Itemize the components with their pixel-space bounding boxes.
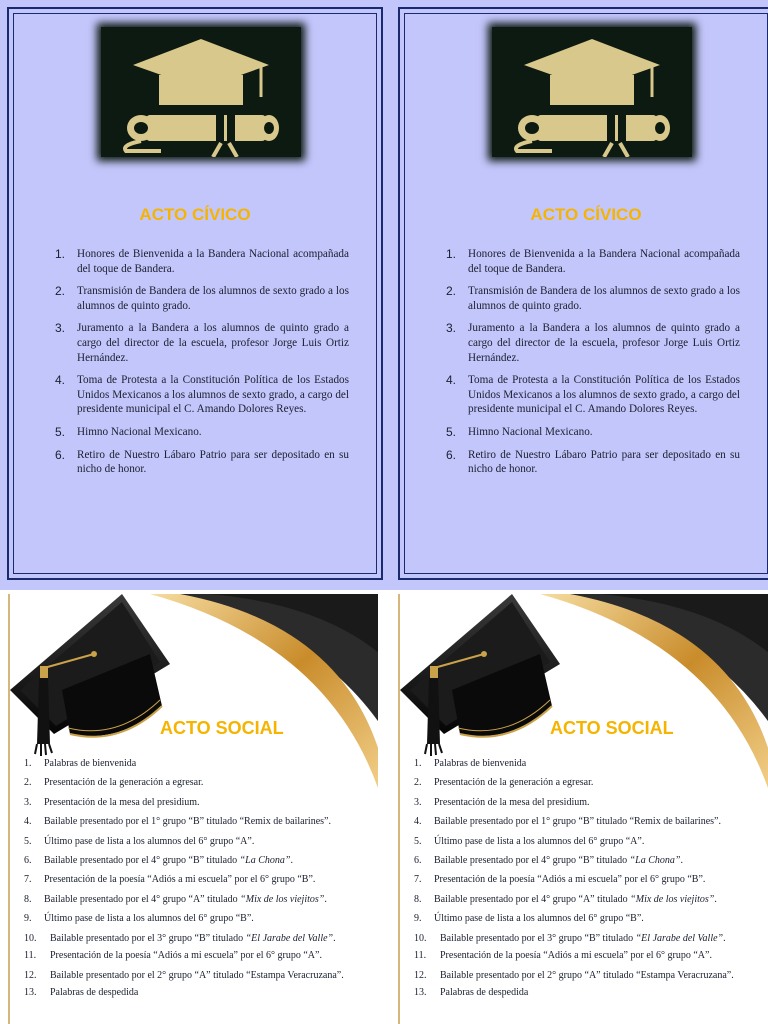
list-item: 3. Juramento a la Bandera a los alumnos de quinto grado a cargo del director de la escuela, profesor Jorge Luis Ortiz Hernández. [55, 321, 349, 364]
list-item: 3. Presentación de la mesa del presidium. [24, 796, 200, 808]
list-item: 5. Himno Nacional Mexicano. [55, 424, 202, 439]
civic-program-card-left [7, 7, 383, 580]
list-item: 4. Bailable presentado por el 1° grupo “B” titulado “Remix de bailarines”. [414, 816, 721, 828]
list-item: 4. Toma de Protesta a la Constitución Política de los Estados Unidos Mexicanos a los alumnos de sexto grado, a cargo del presidente municipal el C. Amando Dolores Reyes. [55, 373, 349, 416]
list-item: 5. Último pase de lista a los alumnos del 6° grupo “A”. [24, 835, 255, 847]
list-item: 12. Bailable presentado por el 2° grupo “A” titulado “Estampa Veracruzana”. [24, 969, 344, 981]
list-item: 11. Presentación de la poesía “Adiós a mi escuela” por el 6° grupo “A”. [24, 950, 322, 962]
list-item: 12. Bailable presentado por el 2° grupo “A” titulado “Estampa Veracruzana”. [414, 969, 734, 981]
list-item: 3. Juramento a la Bandera a los alumnos de quinto grado a cargo del director de la escuela, profesor Jorge Luis Ortiz Hernández. [446, 321, 740, 364]
list-item: 9. Último pase de lista a los alumnos del 6° grupo “B”. [414, 913, 644, 925]
list-item: 2. Transmisión de Bandera de los alumnos de sexto grado a los alumnos de quinto grado. [55, 284, 349, 312]
list-item: 4. Toma de Protesta a la Constitución Política de los Estados Unidos Mexicanos a los alumnos de sexto grado, a cargo del presidente municipal el C. Amando Dolores Reyes. [446, 373, 740, 416]
social-program-list [414, 758, 736, 1006]
social-program-card-left [8, 594, 378, 1024]
graduation-cap-diploma-icon [101, 27, 301, 157]
list-item: 3. Presentación de la mesa del presidium. [414, 796, 590, 808]
list-item: 8. Bailable presentado por el 4° grupo “A” titulado “Mix de los viejitos”. [24, 893, 327, 905]
list-item: 6. Bailable presentado por el 4° grupo “B” titulado “La Chona”. [414, 854, 683, 866]
list-item: 8. Bailable presentado por el 4° grupo “A” titulado “Mix de los viejitos”. [414, 893, 717, 905]
graduation-cap-diploma-icon [492, 27, 692, 157]
list-item: 4. Bailable presentado por el 1° grupo “B” titulado “Remix de bailarines”. [24, 816, 331, 828]
social-program-list [24, 758, 346, 1006]
list-item: 1. Palabras de bienvenida [414, 758, 527, 769]
list-item: 9. Último pase de lista a los alumnos del 6° grupo “B”. [24, 913, 254, 925]
list-item: 7. Presentación de la poesía “Adiós a mi escuela” por el 6° grupo “B”. [24, 874, 316, 886]
civic-title: ACTO CÍVICO [530, 205, 642, 224]
civic-program-card-right [398, 7, 768, 580]
social-program-card-right [398, 594, 768, 1024]
list-item: 7. Presentación de la poesía “Adiós a mi escuela” por el 6° grupo “B”. [414, 874, 706, 886]
social-title: ACTO SOCIAL [160, 718, 284, 738]
list-item: 11. Presentación de la poesía “Adiós a mi escuela” por el 6° grupo “A”. [414, 950, 712, 962]
list-item: 1. Honores de Bienvenida a la Bandera Nacional acompañada del toque de Bandera. [446, 247, 740, 275]
list-item: 2. Presentación de la generación a egresar. [414, 777, 594, 789]
list-item: 13. Palabras de despedida [24, 987, 139, 999]
list-item: 2. Transmisión de Bandera de los alumnos de sexto grado a los alumnos de quinto grado. [446, 284, 740, 312]
list-item: 5. Último pase de lista a los alumnos del 6° grupo “A”. [414, 835, 645, 847]
list-item: 5. Himno Nacional Mexicano. [446, 424, 593, 439]
list-item: 10. Bailable presentado por el 3° grupo “B” titulado “El Jarabe del Valle”. [24, 932, 336, 944]
social-title: ACTO SOCIAL [550, 718, 674, 738]
list-item: 1. Honores de Bienvenida a la Bandera Nacional acompañada del toque de Bandera. [55, 247, 349, 275]
civic-title: ACTO CÍVICO [139, 205, 251, 224]
civic-program-list [446, 247, 740, 485]
civic-program-list [55, 247, 349, 485]
list-item: 13. Palabras de despedida [414, 987, 529, 999]
list-item: 6. Retiro de Nuestro Lábaro Patrio para ser depositado en su nicho de honor. [55, 447, 349, 476]
list-item: 6. Retiro de Nuestro Lábaro Patrio para ser depositado en su nicho de honor. [446, 447, 740, 476]
list-item: 10. Bailable presentado por el 3° grupo “B” titulado “El Jarabe del Valle”. [414, 932, 726, 944]
list-item: 2. Presentación de la generación a egresar. [24, 777, 204, 789]
list-item: 1. Palabras de bienvenida [24, 758, 137, 769]
list-item: 6. Bailable presentado por el 4° grupo “B” titulado “La Chona”. [24, 854, 293, 866]
